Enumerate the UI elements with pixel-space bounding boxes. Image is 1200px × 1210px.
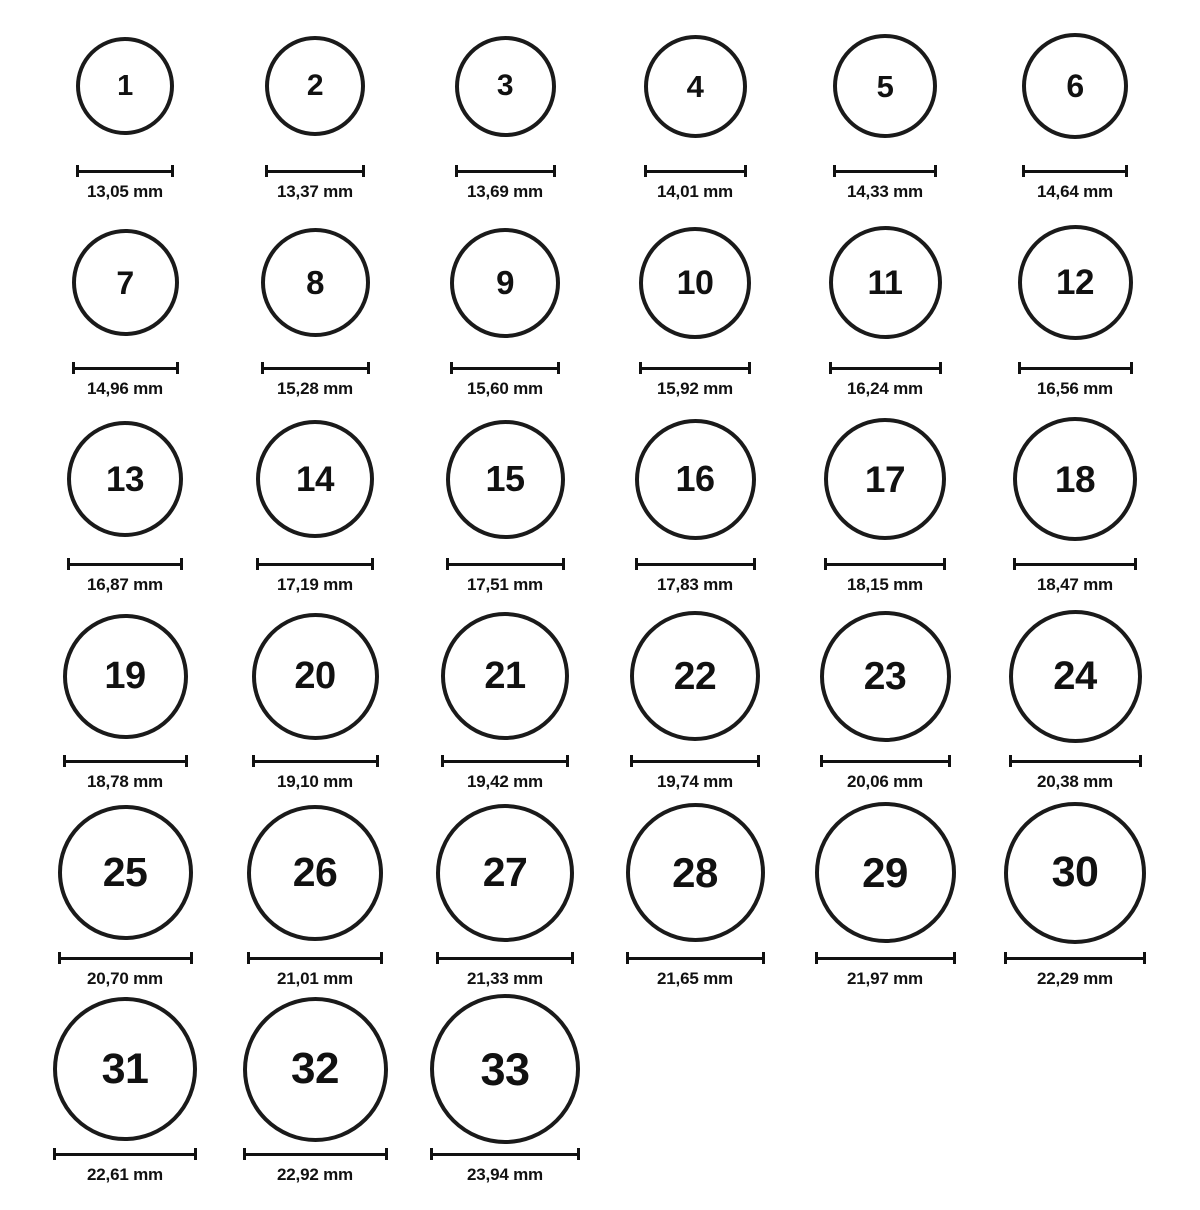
measure-bar-wrap — [58, 951, 193, 965]
dimension-bar-icon — [256, 558, 374, 570]
measure-bar-wrap — [261, 361, 370, 375]
ring-circle-wrap — [644, 10, 747, 162]
measure-bar-wrap — [446, 557, 565, 571]
ring-circle-wrap — [53, 993, 197, 1145]
measure-bar-wrap — [1004, 951, 1146, 965]
measure-bar-wrap — [265, 164, 365, 178]
ring-circle-wrap — [450, 207, 560, 359]
ring-circle-icon — [639, 227, 751, 339]
ring-size-cell — [600, 403, 790, 600]
ring-size-number: 16 — [675, 458, 715, 500]
ring-circle-icon — [243, 997, 388, 1142]
dimension-bar-icon — [824, 558, 946, 570]
measure-bar-wrap — [829, 361, 942, 375]
ring-diameter-label: 14,33 mm — [847, 182, 923, 201]
measure-bar-wrap — [430, 1147, 580, 1161]
ring-diameter-label: 17,51 mm — [467, 575, 543, 595]
dimension-line — [1018, 367, 1133, 370]
dimension-line — [53, 1153, 197, 1156]
ring-size-number: 25 — [102, 849, 148, 896]
ring-size-cell — [30, 207, 220, 404]
ring-size-chart — [0, 10, 1200, 1210]
dimension-line — [644, 170, 747, 173]
ring-size-number: 1 — [117, 69, 133, 102]
ring-circle-icon — [63, 614, 188, 739]
ring-size-cell — [790, 403, 980, 600]
ring-size-cell — [790, 600, 980, 797]
ring-circle-wrap — [820, 600, 951, 752]
measure-bar-wrap — [247, 951, 383, 965]
dimension-line — [256, 563, 374, 566]
ring-circle-icon — [441, 612, 569, 740]
ring-size-number: 12 — [1056, 263, 1094, 303]
ring-size-cell — [410, 797, 600, 994]
ring-circle-wrap — [1018, 207, 1133, 359]
ring-diameter-label: 13,69 mm — [467, 182, 543, 201]
measure-bar-wrap — [436, 951, 574, 965]
ring-circle-icon — [72, 229, 179, 336]
measure-bar-wrap — [63, 754, 188, 768]
ring-circle-icon — [446, 420, 565, 539]
ring-size-number: 31 — [101, 1044, 149, 1093]
ring-size-number: 15 — [485, 458, 525, 500]
ring-diameter-label: 18,47 mm — [1037, 575, 1113, 595]
ring-size-number: 23 — [863, 654, 907, 698]
ring-diameter-label: 14,01 mm — [657, 182, 733, 201]
ring-circle-icon — [815, 802, 956, 943]
ring-circle-wrap — [630, 600, 760, 752]
ring-circle-wrap — [635, 403, 756, 555]
dimension-bar-icon — [58, 952, 193, 964]
ring-circle-wrap — [436, 797, 574, 949]
dimension-bar-icon — [72, 362, 179, 374]
ring-circle-icon — [455, 36, 556, 137]
dimension-line — [824, 563, 946, 566]
dimension-line — [265, 170, 365, 173]
ring-circle-wrap — [63, 600, 188, 752]
ring-size-cell — [220, 403, 410, 600]
dimension-bar-icon — [243, 1148, 388, 1160]
measure-bar-wrap — [1009, 754, 1142, 768]
ring-diameter-label: 22,61 mm — [87, 1165, 163, 1185]
ring-diameter-label: 20,38 mm — [1037, 772, 1113, 791]
ring-circle-icon — [1009, 610, 1142, 743]
dimension-bar-icon — [1004, 952, 1146, 964]
dimension-line — [63, 760, 188, 763]
dimension-bar-icon — [630, 755, 760, 767]
ring-size-cell — [220, 207, 410, 404]
ring-circle-icon — [1004, 802, 1146, 944]
dimension-line — [630, 760, 760, 763]
dimension-line — [252, 760, 379, 763]
dimension-line — [455, 170, 556, 173]
dimension-line — [76, 170, 174, 173]
ring-circle-wrap — [72, 207, 179, 359]
ring-diameter-label: 15,60 mm — [467, 378, 543, 398]
dimension-bar-icon — [63, 755, 188, 767]
ring-circle-wrap — [441, 600, 569, 752]
ring-size-number: 7 — [116, 264, 134, 301]
ring-circle-icon — [630, 611, 760, 741]
dimension-line — [833, 170, 937, 173]
measure-bar-wrap — [635, 557, 756, 571]
dimension-line — [1004, 957, 1146, 960]
dimension-line — [446, 563, 565, 566]
dimension-bar-icon — [430, 1148, 580, 1160]
ring-circle-icon — [261, 228, 370, 337]
ring-circle-wrap — [815, 797, 956, 949]
measure-bar-wrap — [67, 557, 183, 571]
ring-diameter-label: 21,65 mm — [657, 968, 733, 988]
ring-size-number: 22 — [673, 654, 717, 698]
ring-diameter-label: 13,05 mm — [87, 182, 163, 201]
dimension-bar-icon — [644, 165, 747, 177]
dimension-bar-icon — [1009, 755, 1142, 767]
ring-circle-wrap — [833, 10, 937, 162]
dimension-line — [1009, 760, 1142, 763]
ring-size-cell — [980, 10, 1170, 207]
ring-size-number: 19 — [104, 655, 146, 697]
dimension-bar-icon — [1022, 165, 1128, 177]
ring-circle-wrap — [829, 207, 942, 359]
ring-size-cell — [600, 10, 790, 207]
dimension-line — [72, 367, 179, 370]
ring-size-cell — [980, 600, 1170, 797]
dimension-bar-icon — [441, 755, 569, 767]
dimension-bar-icon — [252, 755, 379, 767]
ring-size-number: 5 — [876, 68, 894, 104]
ring-circle-icon — [820, 611, 951, 742]
ring-diameter-label: 14,64 mm — [1037, 182, 1113, 201]
ring-diameter-label: 15,28 mm — [277, 378, 353, 398]
dimension-line — [430, 1153, 580, 1156]
ring-size-cell — [790, 797, 980, 994]
ring-size-number: 6 — [1066, 68, 1084, 104]
dimension-line — [247, 957, 383, 960]
ring-size-cell — [980, 797, 1170, 994]
ring-size-number: 28 — [672, 848, 718, 896]
ring-size-number: 18 — [1054, 458, 1096, 500]
ring-size-cell — [220, 797, 410, 994]
ring-size-number: 4 — [686, 68, 704, 104]
ring-circle-icon — [1022, 33, 1128, 139]
ring-size-number: 24 — [1053, 654, 1097, 698]
dimension-bar-icon — [815, 952, 956, 964]
dimension-line — [67, 563, 183, 566]
ring-size-number: 21 — [484, 655, 526, 697]
ring-size-number: 26 — [292, 849, 338, 896]
ring-diameter-label: 18,15 mm — [847, 575, 923, 595]
ring-circle-wrap — [1022, 10, 1128, 162]
dimension-line — [815, 957, 956, 960]
ring-size-cell — [410, 403, 600, 600]
ring-size-cell — [410, 10, 600, 207]
ring-size-cell — [30, 797, 220, 994]
dimension-line — [820, 760, 951, 763]
ring-size-number: 9 — [496, 264, 514, 302]
ring-diameter-label: 19,42 mm — [467, 772, 543, 791]
ring-circle-wrap — [446, 403, 565, 555]
ring-size-number: 27 — [482, 849, 528, 896]
ring-size-number: 10 — [676, 263, 714, 302]
dimension-bar-icon — [639, 362, 751, 374]
dimension-bar-icon — [455, 165, 556, 177]
ring-size-number: 3 — [496, 69, 514, 102]
ring-diameter-label: 23,94 mm — [467, 1165, 543, 1185]
ring-circle-icon — [644, 35, 747, 138]
measure-bar-wrap — [815, 951, 956, 965]
ring-diameter-label: 18,78 mm — [87, 772, 163, 791]
ring-circle-icon — [76, 37, 174, 135]
measure-bar-wrap — [455, 164, 556, 178]
ring-size-number: 17 — [864, 458, 906, 500]
measure-bar-wrap — [72, 361, 179, 375]
ring-circle-wrap — [824, 403, 946, 555]
ring-circle-icon — [58, 805, 193, 940]
measure-bar-wrap — [820, 754, 951, 768]
measure-bar-wrap — [626, 951, 765, 965]
ring-size-number: 8 — [306, 264, 324, 302]
ring-circle-icon — [635, 419, 756, 540]
ring-circle-wrap — [639, 207, 751, 359]
ring-size-cell — [410, 207, 600, 404]
ring-circle-wrap — [455, 10, 556, 162]
ring-diameter-label: 19,10 mm — [277, 772, 353, 791]
measure-bar-wrap — [824, 557, 946, 571]
ring-size-cell — [600, 207, 790, 404]
ring-circle-icon — [67, 421, 183, 537]
dimension-bar-icon — [820, 755, 951, 767]
ring-circle-icon — [53, 997, 197, 1141]
ring-circle-wrap — [261, 207, 370, 359]
dimension-bar-icon — [833, 165, 937, 177]
dimension-line — [635, 563, 756, 566]
measure-bar-wrap — [76, 164, 174, 178]
dimension-line — [436, 957, 574, 960]
ring-size-number: 32 — [291, 1044, 339, 1094]
ring-size-cell — [30, 10, 220, 207]
measure-bar-wrap — [639, 361, 751, 375]
ring-diameter-label: 13,37 mm — [277, 182, 353, 201]
dimension-line — [441, 760, 569, 763]
ring-size-cell — [600, 797, 790, 994]
ring-circle-wrap — [626, 797, 765, 949]
ring-circle-icon — [833, 34, 937, 138]
measure-bar-wrap — [450, 361, 560, 375]
ring-circle-wrap — [256, 403, 374, 555]
ring-circle-wrap — [243, 993, 388, 1145]
ring-size-cell — [980, 403, 1170, 600]
dimension-line — [626, 957, 765, 960]
dimension-line — [639, 367, 751, 370]
ring-circle-wrap — [252, 600, 379, 752]
ring-size-number: 29 — [862, 848, 908, 896]
ring-size-number: 2 — [306, 69, 324, 102]
ring-size-cell — [30, 600, 220, 797]
measure-bar-wrap — [644, 164, 747, 178]
ring-circle-icon — [265, 36, 365, 136]
ring-circle-icon — [450, 228, 560, 338]
dimension-line — [1013, 563, 1137, 566]
ring-circle-wrap — [76, 10, 174, 162]
ring-diameter-label: 22,29 mm — [1037, 968, 1113, 988]
ring-circle-icon — [256, 420, 374, 538]
ring-size-grid — [30, 10, 1170, 1190]
measure-bar-wrap — [1022, 164, 1128, 178]
dimension-line — [1022, 170, 1128, 173]
ring-circle-wrap — [67, 403, 183, 555]
ring-size-cell — [30, 403, 220, 600]
ring-diameter-label: 17,83 mm — [657, 575, 733, 595]
dimension-bar-icon — [436, 952, 574, 964]
ring-size-number: 30 — [1051, 848, 1099, 897]
ring-circle-icon — [626, 803, 765, 942]
ring-circle-icon — [252, 613, 379, 740]
dimension-bar-icon — [446, 558, 565, 570]
ring-diameter-label: 16,56 mm — [1037, 378, 1113, 398]
dimension-bar-icon — [635, 558, 756, 570]
measure-bar-wrap — [1013, 557, 1137, 571]
ring-diameter-label: 14,96 mm — [87, 378, 163, 398]
ring-circle-wrap — [1004, 797, 1146, 949]
dimension-bar-icon — [1013, 558, 1137, 570]
ring-circle-wrap — [1009, 600, 1142, 752]
ring-size-cell — [410, 993, 600, 1190]
dimension-line — [261, 367, 370, 370]
ring-circle-icon — [247, 805, 383, 941]
dimension-line — [829, 367, 942, 370]
ring-size-cell — [980, 207, 1170, 404]
ring-diameter-label: 22,92 mm — [277, 1165, 353, 1185]
ring-circle-wrap — [430, 993, 580, 1145]
ring-size-cell — [410, 600, 600, 797]
ring-size-number: 11 — [867, 263, 903, 302]
ring-size-number: 33 — [480, 1043, 530, 1095]
measure-bar-wrap — [53, 1147, 197, 1161]
ring-size-cell — [220, 993, 410, 1190]
ring-size-number: 20 — [294, 655, 336, 697]
ring-size-cell — [220, 10, 410, 207]
ring-diameter-label: 15,92 mm — [657, 378, 733, 398]
ring-size-number: 13 — [106, 459, 144, 499]
dimension-bar-icon — [450, 362, 560, 374]
ring-circle-icon — [829, 226, 942, 339]
ring-diameter-label: 21,33 mm — [467, 968, 543, 988]
dimension-bar-icon — [265, 165, 365, 177]
measure-bar-wrap — [1018, 361, 1133, 375]
dimension-line — [450, 367, 560, 370]
dimension-bar-icon — [261, 362, 370, 374]
ring-diameter-label: 21,97 mm — [847, 968, 923, 988]
ring-circle-wrap — [247, 797, 383, 949]
ring-diameter-label: 20,06 mm — [847, 772, 923, 791]
measure-bar-wrap — [630, 754, 760, 768]
ring-diameter-label: 17,19 mm — [277, 575, 353, 595]
ring-size-cell — [790, 207, 980, 404]
dimension-line — [58, 957, 193, 960]
dimension-line — [243, 1153, 388, 1156]
dimension-bar-icon — [1018, 362, 1133, 374]
ring-circle-icon — [1013, 417, 1137, 541]
ring-size-cell — [220, 600, 410, 797]
ring-size-number: 14 — [296, 459, 334, 499]
dimension-bar-icon — [626, 952, 765, 964]
measure-bar-wrap — [833, 164, 937, 178]
measure-bar-wrap — [441, 754, 569, 768]
ring-diameter-label: 16,87 mm — [87, 575, 163, 595]
dimension-bar-icon — [247, 952, 383, 964]
ring-size-cell — [30, 993, 220, 1190]
ring-diameter-label: 16,24 mm — [847, 378, 923, 398]
ring-circle-icon — [824, 418, 946, 540]
dimension-bar-icon — [67, 558, 183, 570]
dimension-bar-icon — [829, 362, 942, 374]
dimension-bar-icon — [76, 165, 174, 177]
ring-size-cell — [600, 600, 790, 797]
ring-circle-icon — [430, 994, 580, 1144]
ring-circle-icon — [1018, 225, 1133, 340]
ring-circle-icon — [436, 804, 574, 942]
measure-bar-wrap — [256, 557, 374, 571]
measure-bar-wrap — [252, 754, 379, 768]
ring-size-cell — [790, 10, 980, 207]
ring-diameter-label: 19,74 mm — [657, 772, 733, 791]
measure-bar-wrap — [243, 1147, 388, 1161]
ring-diameter-label: 20,70 mm — [87, 968, 163, 988]
ring-circle-wrap — [265, 10, 365, 162]
ring-diameter-label: 21,01 mm — [277, 968, 353, 988]
ring-circle-wrap — [58, 797, 193, 949]
ring-circle-wrap — [1013, 403, 1137, 555]
dimension-bar-icon — [53, 1148, 197, 1160]
